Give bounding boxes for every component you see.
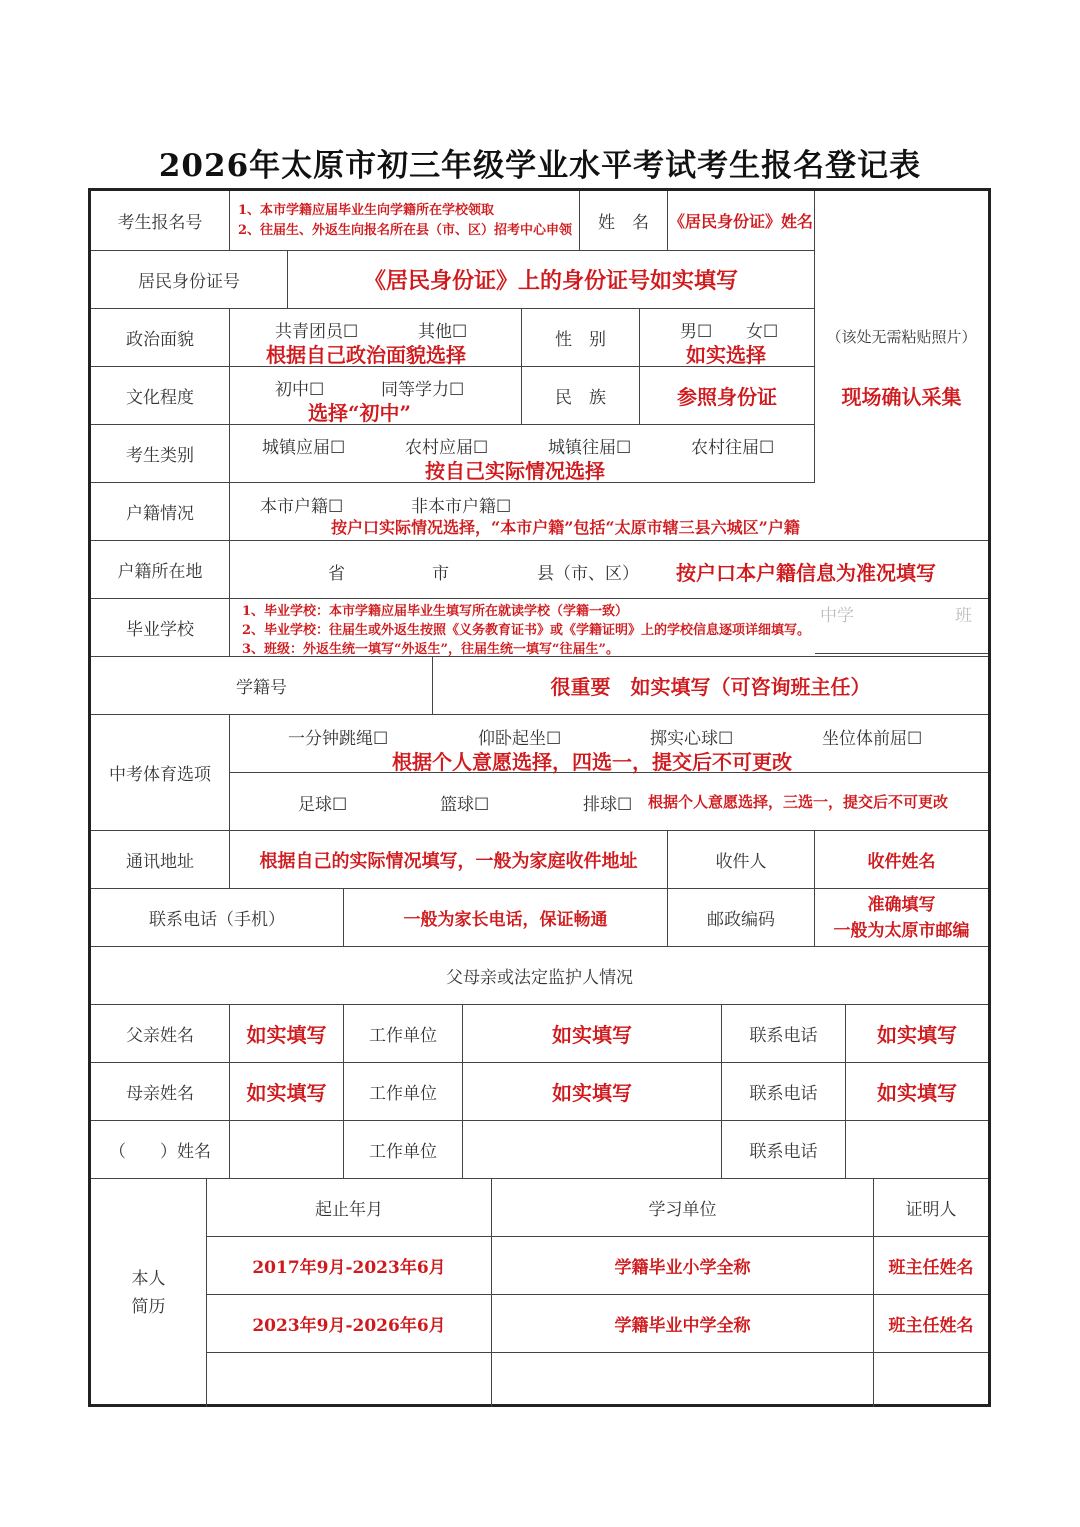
hukou-option-nonlocal[interactable]: 非本市户籍☐ xyxy=(411,497,512,517)
other-work-field[interactable] xyxy=(463,1121,722,1179)
other-phone-field[interactable] xyxy=(846,1121,988,1179)
ethnic-label: 民 族 xyxy=(522,367,640,425)
phone-field[interactable]: 一般为家长电话，保证畅通 xyxy=(344,889,668,947)
address-field[interactable]: 根据自己的实际情况填写，一般为家庭收件地址 xyxy=(230,831,668,889)
hukou-county: 县（市、区） xyxy=(537,564,639,584)
photo-hint: 现场确认采集 xyxy=(841,385,962,409)
father-phone-field[interactable]: 如实填写 xyxy=(846,1005,988,1063)
name-label: 姓 名 xyxy=(580,191,668,251)
guardian-header: 父母亲或法定监护人情况 xyxy=(91,947,988,1005)
school-middle: 中学 xyxy=(820,606,854,626)
resume-col-period: 起止年月 xyxy=(207,1179,492,1237)
resume-row-3-witness[interactable] xyxy=(874,1353,988,1407)
postal-hint-1: 准确填写 xyxy=(867,894,936,915)
other-work-label: 工作单位 xyxy=(344,1121,463,1179)
phone-label: 联系电话（手机） xyxy=(91,889,344,947)
receiver-field[interactable]: 收件姓名 xyxy=(815,831,988,889)
school-note-3: 3、班级：外返生统一填写“外返生”，往届生统一填写“往届生”。 xyxy=(242,642,619,657)
pe-option-volleyball[interactable]: 排球☐ xyxy=(583,795,633,815)
pe-group-1[interactable] xyxy=(230,715,988,773)
resume-row-1-unit[interactable]: 学籍毕业小学全称 xyxy=(492,1237,874,1295)
receiver-label: 收件人 xyxy=(668,831,815,889)
hukou-field[interactable] xyxy=(230,483,988,541)
resume-row-2-period[interactable]: 2023年9月-2026年6月 xyxy=(207,1295,492,1353)
reg-no-label: 考生报名号 xyxy=(91,191,230,251)
pe-group-2[interactable] xyxy=(230,773,988,831)
resume-row-2-witness[interactable]: 班主任姓名 xyxy=(874,1295,988,1353)
gender-option-male[interactable]: 男☐ xyxy=(680,322,713,342)
education-option-equivalent[interactable]: 同等学力☐ xyxy=(381,380,465,400)
political-option-league[interactable]: 共青团员☐ xyxy=(275,322,359,342)
pe-option-basketball[interactable]: 篮球☐ xyxy=(440,795,490,815)
school-note-2: 2、毕业学校：往届生或外返生按照《义务教育证书》或《学籍证明》上的学校信息逐项详细填写。 xyxy=(242,623,811,638)
hukou-city: 市 xyxy=(432,564,449,584)
resume-label xyxy=(91,1179,207,1407)
political-label: 政治面貌 xyxy=(91,309,230,367)
category-hint: 按自己实际情况选择 xyxy=(425,459,605,483)
political-hint: 根据自己政治面貌选择 xyxy=(266,343,466,367)
pe-option-situps[interactable]: 仰卧起坐☐ xyxy=(478,729,562,749)
id-label: 居民身份证号 xyxy=(91,251,288,309)
resume-row-3-period[interactable] xyxy=(207,1353,492,1407)
resume-row-1-witness[interactable]: 班主任姓名 xyxy=(874,1237,988,1295)
name-field[interactable]: 《居民身份证》姓名 xyxy=(668,191,815,251)
pe-hint-2: 根据个人意愿选择，三选一，提交后不可更改 xyxy=(648,793,949,811)
school-field[interactable] xyxy=(230,599,988,657)
other-name-field[interactable] xyxy=(230,1121,344,1179)
address-label: 通讯地址 xyxy=(91,831,230,889)
school-class: 班 xyxy=(955,606,972,626)
category-option-rural-past[interactable]: 农村往届☐ xyxy=(691,438,775,458)
father-name-field[interactable]: 如实填写 xyxy=(230,1005,344,1063)
mother-work-label: 工作单位 xyxy=(344,1063,463,1121)
other-guardian-label: （ ）姓名 xyxy=(91,1121,230,1179)
political-field[interactable] xyxy=(230,309,522,367)
gender-label: 性 别 xyxy=(522,309,640,367)
status-field[interactable]: 很重要 如实填写（可咨询班主任） xyxy=(433,657,988,715)
resume-col-witness: 证明人 xyxy=(874,1179,988,1237)
status-label: 学籍号 xyxy=(91,657,433,715)
resume-row-1-period[interactable]: 2017年9月-2023年6月 xyxy=(207,1237,492,1295)
pe-option-flex[interactable]: 坐位体前屈☐ xyxy=(822,729,923,749)
pe-option-ball[interactable]: 掷实心球☐ xyxy=(650,729,734,749)
reg-no-field[interactable] xyxy=(230,191,580,251)
category-option-urban-past[interactable]: 城镇往届☐ xyxy=(548,438,632,458)
father-work-field[interactable]: 如实填写 xyxy=(463,1005,722,1063)
category-option-urban-current[interactable]: 城镇应届☐ xyxy=(262,438,346,458)
gender-option-female[interactable]: 女☐ xyxy=(746,322,779,342)
resume-label-2: 简历 xyxy=(131,1297,166,1317)
ethnic-field[interactable]: 参照身份证 xyxy=(640,367,815,425)
resume-label-1: 本人 xyxy=(131,1269,166,1289)
gender-field[interactable] xyxy=(640,309,815,367)
mother-name-field[interactable]: 如实填写 xyxy=(230,1063,344,1121)
postal-field[interactable] xyxy=(815,889,988,947)
resume-row-3-unit[interactable] xyxy=(492,1353,874,1407)
resume-col-unit: 学习单位 xyxy=(492,1179,874,1237)
hukou-label: 户籍情况 xyxy=(91,483,230,541)
category-label: 考生类别 xyxy=(91,425,230,483)
father-phone-label: 联系电话 xyxy=(722,1005,846,1063)
postal-label: 邮政编码 xyxy=(668,889,815,947)
pe-option-rope[interactable]: 一分钟跳绳☐ xyxy=(288,729,389,749)
father-work-label: 工作单位 xyxy=(344,1005,463,1063)
mother-phone-label: 联系电话 xyxy=(722,1063,846,1121)
mother-phone-field[interactable]: 如实填写 xyxy=(846,1063,988,1121)
school-label: 毕业学校 xyxy=(91,599,230,657)
hukou-location-field[interactable] xyxy=(230,541,988,599)
hukou-option-local[interactable]: 本市户籍☐ xyxy=(260,497,344,517)
form-title: 2026年太原市初三年级学业水平考试考生报名登记表 xyxy=(158,148,922,184)
resume-row-2-unit[interactable]: 学籍毕业中学全称 xyxy=(492,1295,874,1353)
category-option-rural-current[interactable]: 农村应届☐ xyxy=(405,438,489,458)
hukou-hint: 按户口实际情况选择，“本市户籍”包括“太原市辖三县六城区”户籍 xyxy=(331,518,800,537)
pe-label: 中考体育选项 xyxy=(91,715,230,831)
photo-label: （该处无需粘贴照片） xyxy=(826,328,977,346)
mother-work-field[interactable]: 如实填写 xyxy=(463,1063,722,1121)
reg-no-note-1: 1、本市学籍应届毕业生向学籍所在学校领取 xyxy=(238,203,495,218)
category-field[interactable] xyxy=(230,425,815,483)
gender-hint: 如实选择 xyxy=(686,343,766,367)
id-field[interactable]: 《居民身份证》上的身份证号如实填写 xyxy=(288,251,815,309)
reg-no-note-2: 2、往届生、外返生向报名所在县（市、区）招考中心申领 xyxy=(238,223,573,238)
hukou-province: 省 xyxy=(328,564,345,584)
other-phone-label: 联系电话 xyxy=(722,1121,846,1179)
pe-option-football[interactable]: 足球☐ xyxy=(298,795,348,815)
school-note-1: 1、毕业学校：本市学籍应届毕业生填写所在就读学校（学籍一致） xyxy=(242,604,629,619)
postal-hint-2: 一般为太原市邮编 xyxy=(833,920,970,941)
father-label: 父亲姓名 xyxy=(91,1005,230,1063)
pe-hint-1: 根据个人意愿选择，四选一，提交后不可更改 xyxy=(392,750,792,774)
mother-label: 母亲姓名 xyxy=(91,1063,230,1121)
education-option-junior[interactable]: 初中☐ xyxy=(275,380,325,400)
political-option-other[interactable]: 其他☐ xyxy=(418,322,468,342)
hukou-location-label: 户籍所在地 xyxy=(91,541,230,599)
education-hint: 选择“初中” xyxy=(308,401,412,425)
registration-form xyxy=(88,188,991,1407)
education-label: 文化程度 xyxy=(91,367,230,425)
education-field[interactable] xyxy=(230,367,522,425)
hukou-location-hint: 按户口本户籍信息为准况填写 xyxy=(676,561,936,585)
